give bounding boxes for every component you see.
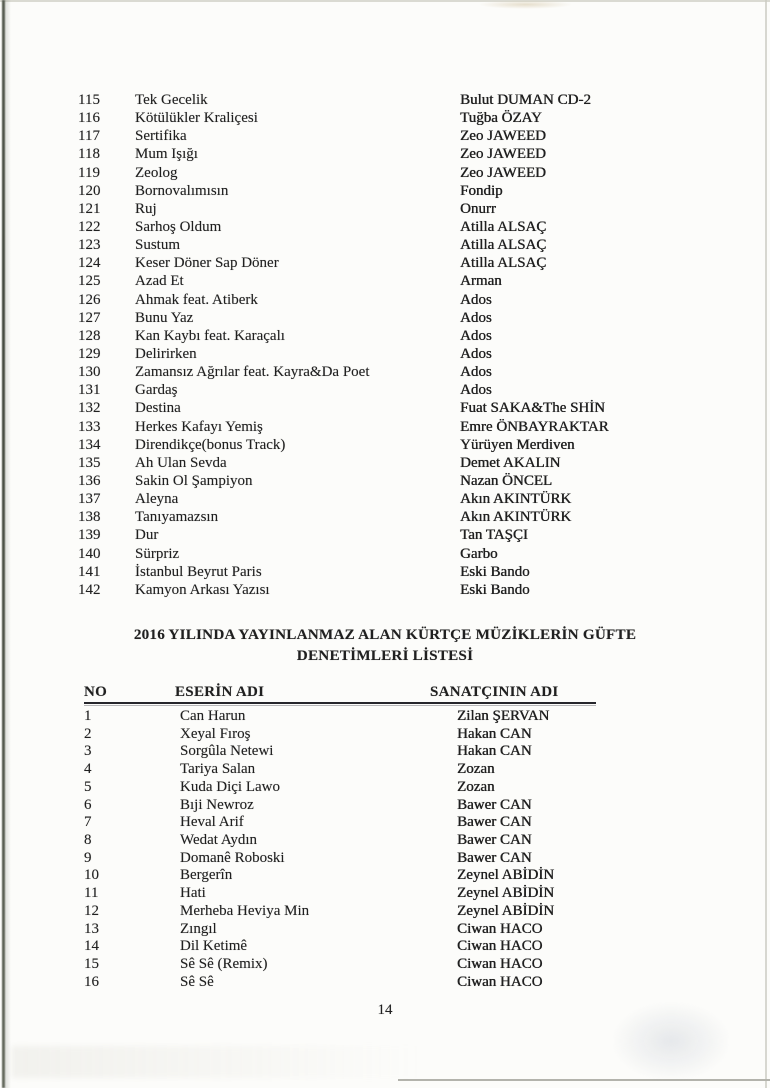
- song-title: Kan Kaybı feat. Karaçalı: [135, 327, 285, 344]
- row-number: 138: [78, 509, 101, 526]
- song-title: Kötülükler Kraliçesi: [135, 110, 258, 127]
- table-row: [78, 236, 690, 254]
- song-title: Sarhoş Oldum: [135, 218, 222, 235]
- row-number: 133: [78, 418, 101, 435]
- table-row: [78, 472, 690, 490]
- scan-smudge-top: [478, 0, 573, 9]
- artist-name: Atilla ALSAÇ: [460, 237, 547, 254]
- table-row: [78, 309, 690, 327]
- table-row: [78, 200, 690, 218]
- artist-name: Ados: [460, 345, 492, 362]
- table-row: [78, 508, 690, 526]
- row-number: 5: [84, 778, 92, 795]
- artist-name: Yürüyen Merdiven: [460, 436, 575, 453]
- artist-name: Ados: [460, 364, 492, 381]
- table-header-row: [84, 684, 596, 704]
- artist-name: Zeynel ABİDİN: [457, 885, 555, 902]
- artist-name: Tan TAŞÇI: [460, 527, 528, 544]
- song-title: Mum Işığı: [135, 146, 198, 163]
- table-row: [84, 761, 596, 779]
- row-number: 122: [78, 218, 101, 235]
- artist-name: Bawer CAN: [457, 832, 532, 849]
- row-number: 2: [84, 725, 92, 742]
- scan-left-edge-shadow: [5, 0, 11, 1088]
- row-number: 9: [84, 849, 92, 866]
- artist-name: Zeo JAWEED: [460, 128, 546, 145]
- table-row: [78, 109, 690, 127]
- artist-name: Zozan: [457, 778, 495, 795]
- row-number: 132: [78, 400, 101, 417]
- song-title: Azad Et: [135, 273, 184, 290]
- row-number: 14: [84, 938, 99, 955]
- table-row: [84, 938, 596, 956]
- song-title: Hati: [180, 885, 206, 902]
- song-title: Aleyna: [135, 491, 179, 508]
- row-number: 141: [78, 563, 101, 580]
- song-title: Delirirken: [135, 345, 197, 362]
- artist-name: Zeo JAWEED: [460, 146, 546, 163]
- scan-right-edge-line: [765, 0, 767, 1088]
- row-number: 131: [78, 382, 101, 399]
- artist-name: Akın AKINTÜRK: [460, 491, 572, 508]
- table-row: [78, 436, 690, 454]
- column-header-artist-name: SANATÇININ ADI: [430, 684, 559, 700]
- song-title: Zamansız Ağrılar feat. Kayra&Da Poet: [135, 364, 370, 381]
- artist-name: Arman: [460, 273, 502, 290]
- artist-name: Nazan ÖNCEL: [460, 472, 553, 489]
- song-title: Domanê Roboski: [180, 849, 285, 866]
- table-row: [78, 345, 690, 363]
- table-row: [84, 832, 596, 850]
- column-header-work-name: ESERİN ADI: [175, 684, 265, 700]
- artist-name: Garbo: [460, 545, 498, 562]
- song-title: Tariya Salan: [180, 761, 256, 778]
- row-number: 129: [78, 345, 101, 362]
- song-title: İstanbul Beyrut Paris: [135, 563, 262, 580]
- artist-name: Demet AKALIN: [460, 454, 561, 471]
- song-title: Tek Gecelik: [135, 92, 208, 108]
- song-title: Gardaş: [135, 382, 178, 399]
- song-title: Sê Sê: [180, 973, 214, 990]
- table-row: [78, 182, 690, 200]
- song-title: Merheba Heviya Min: [180, 902, 310, 919]
- artist-name: Ados: [460, 382, 492, 399]
- table-row: [84, 708, 596, 726]
- artist-name: Tuğba ÖZAY: [460, 110, 542, 127]
- row-number: 117: [78, 128, 100, 145]
- song-title: Tanıyamazsın: [135, 509, 219, 526]
- table-row: [78, 399, 690, 417]
- column-header-no: NO: [84, 684, 108, 700]
- song-title: Zıngıl: [180, 920, 217, 937]
- song-title: Dur: [135, 527, 159, 544]
- row-number: 6: [84, 796, 92, 813]
- table-row: [84, 921, 596, 939]
- table-row: [78, 418, 690, 436]
- song-title: Sê Sê (Remix): [180, 956, 268, 973]
- artist-name: Bawer CAN: [457, 849, 532, 866]
- artist-name: Eski Bando: [460, 581, 530, 598]
- song-title: Bornovalımısın: [135, 182, 229, 199]
- row-number: 118: [78, 146, 100, 163]
- table-row: [78, 563, 690, 581]
- scan-smudge-bottom-left: [12, 1046, 422, 1078]
- song-title: Bergerîn: [180, 867, 233, 884]
- table-row: [78, 363, 690, 381]
- song-title: Zeolog: [135, 164, 178, 181]
- row-number: 142: [78, 581, 101, 598]
- row-number: 7: [84, 814, 92, 831]
- table-row: [78, 272, 690, 290]
- table-row: [78, 218, 690, 236]
- artist-name: Ados: [460, 327, 492, 344]
- artist-name: Ados: [460, 309, 492, 326]
- artist-name: Zeo JAWEED: [460, 164, 546, 181]
- artist-name: Eski Bando: [460, 563, 530, 580]
- song-title: Dil Ketimê: [180, 938, 248, 955]
- song-title: Keser Döner Sap Döner: [135, 255, 279, 272]
- song-title: Bunu Yaz: [135, 309, 194, 326]
- row-number: 116: [78, 110, 100, 127]
- table-row: [78, 545, 690, 563]
- artist-name: Hakan CAN: [457, 725, 532, 742]
- row-number: 139: [78, 527, 101, 544]
- row-number: 120: [78, 182, 101, 199]
- artist-name: Bawer CAN: [457, 814, 532, 831]
- song-title: Sertifika: [135, 128, 187, 145]
- artist-name: Zeynel ABİDİN: [457, 867, 555, 884]
- header-underline: [84, 705, 596, 706]
- table-row: [84, 797, 596, 815]
- table-row: [78, 91, 690, 109]
- row-number: 140: [78, 545, 101, 562]
- section-title-line1: 2016 YILINDA YAYINLANMAZ ALAN KÜRTÇE MÜZİKLERİN GÜFTE: [133, 626, 637, 643]
- row-number: 15: [84, 956, 99, 973]
- table-row: [78, 254, 690, 272]
- table-row: [78, 127, 690, 145]
- song-title: Kuda Diçi Lawo: [180, 778, 280, 795]
- song-title: Sakin Ol Şampiyon: [135, 472, 253, 489]
- table-row: [78, 327, 690, 345]
- song-title: Bıji Newroz: [180, 796, 254, 813]
- row-number: 3: [84, 743, 92, 760]
- table-row: [84, 726, 596, 744]
- table-row: [84, 956, 596, 974]
- artist-name: Onurr: [460, 200, 496, 217]
- row-number: 119: [78, 164, 100, 181]
- row-number: 137: [78, 491, 101, 508]
- song-title: Ahmak feat. Atiberk: [135, 291, 258, 308]
- table-row: [78, 581, 690, 599]
- song-title: Sürpriz: [135, 545, 180, 562]
- song-title: Ruj: [135, 200, 157, 217]
- scan-top-edge-line: [0, 0, 770, 2]
- row-number: 16: [84, 973, 99, 990]
- artist-name: Fuat SAKA&The SHİN: [460, 400, 605, 417]
- table-row: [78, 381, 690, 399]
- row-number: 4: [84, 761, 92, 778]
- song-title: Kamyon Arkası Yazısı: [135, 581, 270, 598]
- row-number: 135: [78, 454, 101, 471]
- song-title: Xeyal Fıroş: [180, 725, 251, 742]
- artist-name: Zilan ŞERVAN: [457, 708, 550, 724]
- song-title: Ah Ulan Sevda: [135, 454, 227, 471]
- artist-name: Bawer CAN: [457, 796, 532, 813]
- song-title: Can Harun: [180, 708, 246, 724]
- artist-name: Fondip: [460, 182, 503, 199]
- row-number: 11: [84, 885, 99, 902]
- row-number: 1: [84, 708, 92, 724]
- song-title: Direndikçe(bonus Track): [135, 436, 286, 453]
- section-title-line2: DENETİMLERİ LİSTESİ: [296, 647, 474, 664]
- table-row: [84, 867, 596, 885]
- row-number: 115: [78, 92, 100, 108]
- artist-name: Hakan CAN: [457, 743, 532, 760]
- row-number: 125: [78, 273, 101, 290]
- page-number: 14: [377, 1002, 393, 1018]
- table-row: [84, 814, 596, 832]
- table-row: [78, 526, 690, 544]
- table-row: [84, 974, 596, 992]
- kurtce-song-table-rows: [84, 708, 596, 992]
- row-number: 123: [78, 237, 101, 254]
- row-number: 13: [84, 920, 99, 937]
- artist-name: Ados: [460, 291, 492, 308]
- row-number: 127: [78, 309, 101, 326]
- artist-name: Ciwan HACO: [457, 956, 543, 973]
- artist-name: Emre ÖNBAYRAKTAR: [460, 418, 609, 435]
- row-number: 136: [78, 472, 101, 489]
- row-number: 130: [78, 364, 101, 381]
- song-list-115-142: [78, 91, 690, 599]
- table-row: [84, 903, 596, 921]
- table-row: [78, 164, 690, 182]
- table-row: [78, 454, 690, 472]
- artist-name: Ciwan HACO: [457, 973, 543, 990]
- artist-name: Zeynel ABİDİN: [457, 902, 555, 919]
- row-number: 121: [78, 200, 101, 217]
- section-title: [0, 624, 770, 666]
- table-row: [78, 490, 690, 508]
- row-number: 12: [84, 902, 99, 919]
- row-number: 134: [78, 436, 101, 453]
- kurtce-song-table: [84, 684, 596, 992]
- row-number: 10: [84, 867, 99, 884]
- song-title: Sustum: [135, 237, 181, 254]
- row-number: 128: [78, 327, 101, 344]
- table-row: [84, 885, 596, 903]
- artist-name: Akın AKINTÜRK: [460, 509, 572, 526]
- song-title: Wedat Aydın: [180, 832, 257, 849]
- row-number: 124: [78, 255, 101, 272]
- artist-name: Atilla ALSAÇ: [460, 255, 547, 272]
- table-row: [78, 291, 690, 309]
- table-row: [78, 145, 690, 163]
- artist-name: Ciwan HACO: [457, 920, 543, 937]
- artist-name: Atilla ALSAÇ: [460, 218, 547, 235]
- song-title: Herkes Kafayı Yemiş: [135, 418, 263, 435]
- artist-name: Ciwan HACO: [457, 938, 543, 955]
- artist-name: Bulut DUMAN CD-2: [460, 92, 591, 108]
- table-row: [84, 779, 596, 797]
- table-row: [84, 850, 596, 868]
- artist-name: Zozan: [457, 761, 495, 778]
- song-title: Destina: [135, 400, 181, 417]
- row-number: 8: [84, 832, 92, 849]
- song-title: Sorgûla Netewi: [180, 743, 274, 760]
- song-title: Heval Arif: [180, 814, 244, 831]
- row-number: 126: [78, 291, 101, 308]
- table-row: [84, 743, 596, 761]
